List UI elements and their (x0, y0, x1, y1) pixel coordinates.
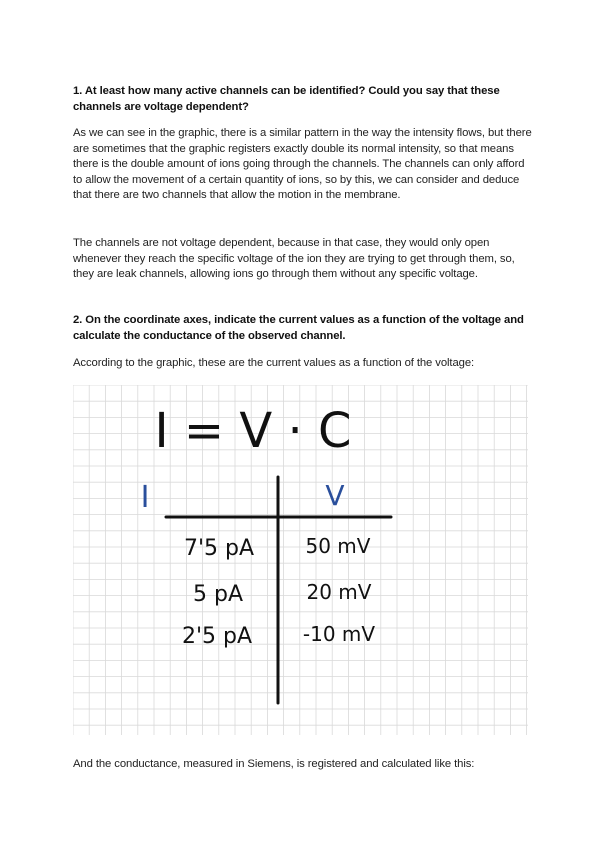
conductance-intro: And the conductance, measured in Siemens, is registered and calculated like this: (73, 758, 475, 770)
formula-text: I = V · C (154, 403, 352, 459)
question-2: 2. On the coordinate axes, indicate the current values as a function of the voltage and calculate the conductance of the observed channel. (73, 314, 524, 342)
answer-1-paragraph-2: The channels are not voltage dependent, because in that case, they would only open whenever they reach the specific voltage of the ion they are trying to get through them, so, they are leak channels, allowing ions go through them without any specific voltage. (73, 237, 515, 281)
table-row-1-voltage: 50 mV (305, 534, 371, 558)
table-row-2-voltage: 20 mV (306, 580, 372, 604)
table-row-1-current: 7'5 pA (183, 536, 255, 561)
answer-1-paragraph-1: As we can see in the graphic, there is a similar pattern in the way the intensity flows, but there are sometimes that the graphic registers exactly double its normal intensity, so that means there is the double amount of ions going through the channels. The channels can only afford to allow the movement of a certain quantity of ions, so by this, we can consider and deduce that there are two channels that allow the motion in the membrane. (73, 127, 532, 202)
table-row-2-current: 5 pA (192, 582, 244, 607)
table-row-3-current: 2'5 pA (181, 624, 253, 649)
handwritten-figure (73, 385, 528, 735)
question-1: 1. At least how many active channels can be identified? Could you say that these channels are voltage dependent? (73, 85, 500, 113)
table-row-3-voltage: -10 mV (302, 622, 376, 646)
grid-figure-svg (73, 385, 528, 735)
header-voltage: V (325, 479, 345, 512)
answer-2-intro: According to the graphic, these are the current values as a function of the voltage: (73, 357, 475, 369)
header-current: I (140, 480, 150, 515)
